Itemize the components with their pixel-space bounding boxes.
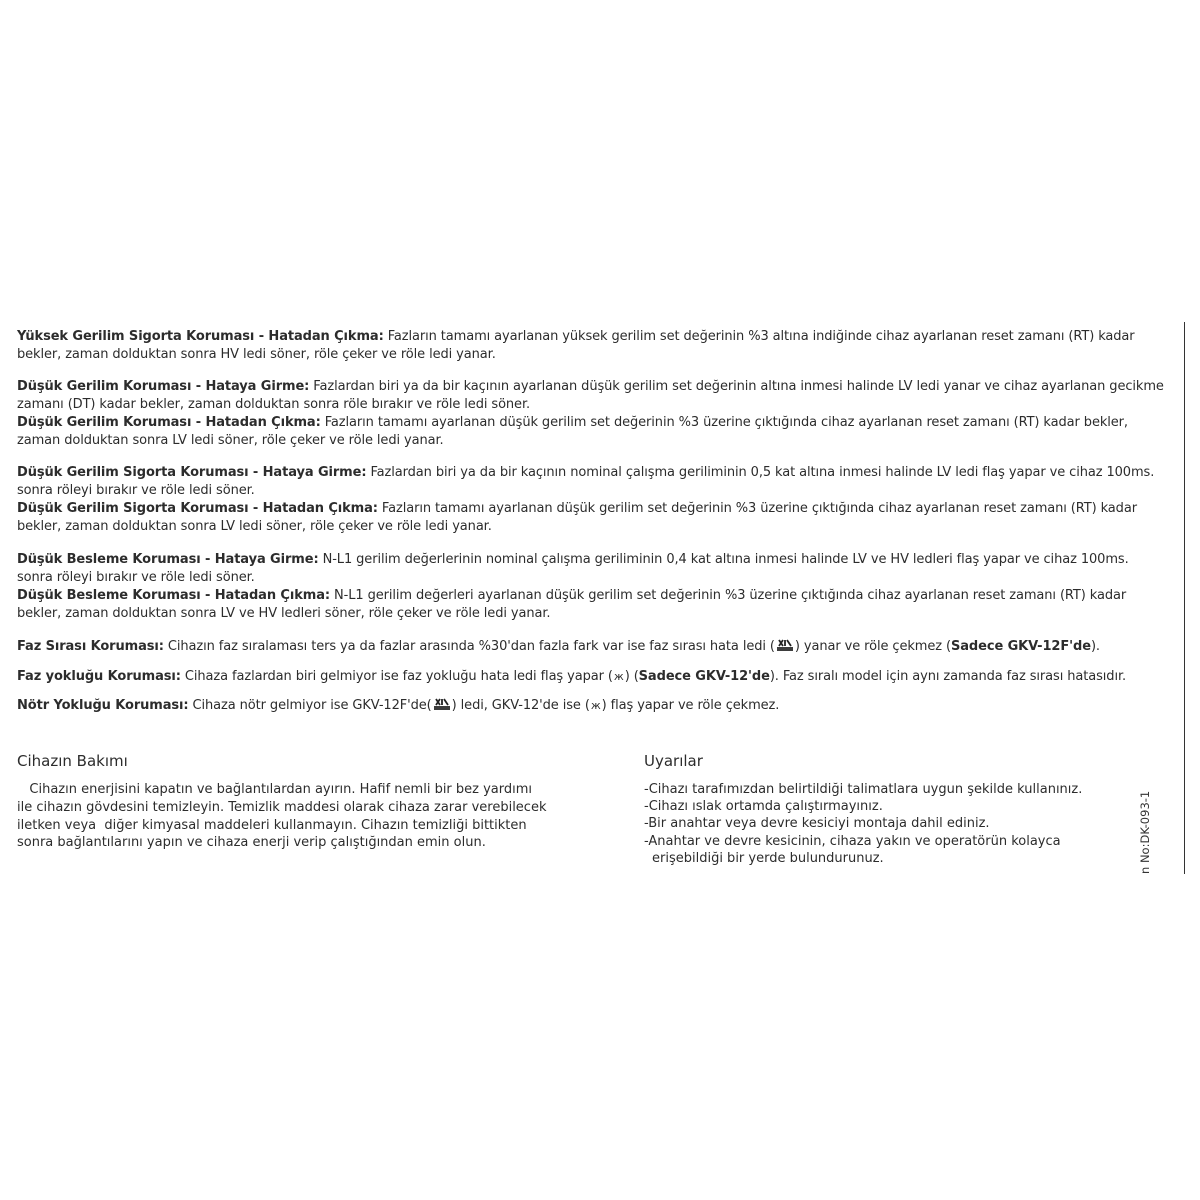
document-code-prefix: n No: (1138, 843, 1152, 874)
lv-fuse-error-paragraph (17, 464, 1167, 499)
paragraph-title: Faz yokluğu Koruması: (17, 669, 181, 684)
lv-fuse-recovery-paragraph (17, 500, 1167, 535)
paragraph-text: N-L1 gerilim değerleri ayarlanan düşük gerilim set değerinin %3 üzerine çıktığında cihaz ayarlanan reset zamanı (RT) kadar bekler, zaman dolduktan sonra LV ve HV ledleri söner, röle çeker ve röle ledi yanar. (17, 588, 1127, 621)
care-line: iletken veya diğer kimyasal maddeleri kullanmayın. Cihazın temizliği bittikten (17, 817, 527, 833)
paragraph-title: Düşük Gerilim Koruması - Hataya Girme: (17, 379, 310, 394)
care-line: sonra bağlantılarını yapın ve cihaza enerji verip çalıştığından emin olun. (17, 835, 486, 851)
low-supply-error-paragraph (17, 551, 1167, 586)
paragraph-text: Fazların tamamı ayarlanan düşük gerilim set değerinin %3 üzerine çıktığında cihaz ayarlanan reset zamanı (RT) kadar bekler, zaman dolduktan sonra LV ledi söner, röle çeker ve röle ledi yanar. (17, 501, 1137, 534)
warning-item: -Cihazı tarafımızdan belirtildiği talimatlara uygun şekilde kullanınız. (644, 782, 1083, 797)
warning-item: -Bir anahtar veya devre kesiciyi montaja dahil ediniz. (644, 816, 990, 832)
paragraph-text: ) ledi, GKV-12'de ise ( (451, 698, 590, 713)
document-code (1136, 754, 1154, 874)
warning-item: -Anahtar ve devre kesicinin, cihaza yakın ve operatörün kolayca (644, 833, 1061, 849)
paragraph-text: Fazların tamamı ayarlanan düşük gerilim set değerinin %3 üzerine çıktığında cihaz ayarlanan reset zamanı (RT) kadar bekler, zaman dolduktan sonra LV ledi söner, röle çeker ve röle ledi yanar. (17, 415, 1128, 448)
phase-sequence-led-icon (433, 698, 451, 711)
page-right-border (1184, 322, 1185, 874)
paragraph-title: Düşük Gerilim Koruması - Hatadan Çıkma: (17, 415, 321, 430)
paragraph-text: Fazlardan biri ya da bir kaçının nominal çalışma geriliminin 0,5 kat altına inmesi halinde LV ledi flaş yapar ve cihaz 100ms. sonra röleyi bırakır ve röle ledi söner. (17, 465, 1155, 498)
low-supply-recovery-paragraph (17, 587, 1167, 622)
paragraph-text: ) yanar ve röle çekmez ( (794, 639, 951, 654)
document-page (0, 322, 1200, 874)
paragraph-title: Yüksek Gerilim Sigorta Koruması - Hatadan Çıkma: (17, 329, 384, 344)
hv-fuse-recovery-paragraph (17, 328, 1167, 363)
paragraph-text: Fazlardan biri ya da bir kaçının ayarlanan düşük gerilim set değerinin altına inmesi halinde LV ledi yanar ve cihaz ayarlanan gecikme zamanı (DT) kadar bekler, zaman dolduktan sonra röle bırakır ve röle ledi söner. (17, 379, 1164, 412)
warnings-list (644, 781, 1164, 867)
care-text (17, 781, 577, 852)
warning-item: erişebildiği bir yerde bulundurunuz. (652, 850, 884, 866)
care-line: ile cihazın gövdesini temizleyin. Temizlik maddesi olarak cihaza zarar verebilecek (17, 799, 547, 815)
paragraph-text: Cihaza nötr gelmiyor ise GKV-12F'de( (188, 698, 432, 713)
paragraph-title: Düşük Gerilim Sigorta Koruması - Hatadan Çıkma: (17, 501, 378, 516)
paragraph-text: ). (1090, 639, 1100, 654)
lv-protection-recovery-paragraph (17, 414, 1167, 449)
phase-absence-led-icon: ж (590, 699, 601, 712)
cropped-text-line (650, 870, 1070, 874)
phase-sequence-paragraph (17, 638, 1167, 656)
paragraph-title: Düşük Besleme Koruması - Hataya Girme: (17, 552, 319, 567)
neutral-absence-paragraph (17, 697, 1167, 715)
phase-absence-led-icon: ж (613, 670, 624, 683)
warnings-heading: Uyarılar (644, 752, 703, 770)
paragraph-text: ). Faz sıralı model için aynı zamanda faz sırası hatasıdır. (769, 669, 1127, 684)
lv-protection-error-paragraph (17, 378, 1167, 413)
paragraph-title: Faz Sırası Koruması: (17, 639, 164, 654)
paragraph-text: N-L1 gerilim değerlerinin nominal çalışma geriliminin 0,4 kat altına inmesi halinde LV ve HV ledleri flaş yapar ve cihaz 100ms. sonra röleyi bırakır ve röle ledi söner. (17, 552, 1129, 585)
warning-item: -Cihazı ıslak ortamda çalıştırmayınız. (644, 799, 883, 815)
paragraph-text: ) flaş yapar ve röle çekmez. (601, 698, 780, 713)
care-line: Cihazın enerjisini kapatın ve bağlantılardan ayırın. Hafif nemli bir bez yardımı (17, 782, 533, 797)
document-code-value: DK-093-1 (1138, 790, 1152, 844)
model-note: Sadece GKV-12F'de (951, 639, 1091, 654)
phase-absence-paragraph (17, 668, 1167, 686)
paragraph-text: Fazların tamamı ayarlanan yüksek gerilim set değerinin %3 altına indiğinde cihaz ayarlanan reset zamanı (RT) kadar bekler, zaman dolduktan sonra HV ledi söner, röle çeker ve röle ledi yanar. (17, 329, 1135, 362)
paragraph-title: Düşük Gerilim Sigorta Koruması - Hataya Girme: (17, 465, 367, 480)
phase-sequence-led-icon (776, 639, 794, 652)
paragraph-text: ) ( (624, 669, 639, 684)
model-note: Sadece GKV-12'de (638, 669, 770, 684)
paragraph-title: Nötr Yokluğu Koruması: (17, 698, 189, 713)
paragraph-text: Cihaza fazlardan biri gelmiyor ise faz yokluğu hata ledi flaş yapar ( (180, 669, 613, 684)
paragraph-title: Düşük Besleme Koruması - Hatadan Çıkma: (17, 588, 330, 603)
paragraph-text: Cihazın faz sıralaması ters ya da fazlar arasında %30'dan fazla fark var ise faz sırası hata ledi ( (163, 639, 775, 654)
care-heading: Cihazın Bakımı (17, 752, 128, 770)
